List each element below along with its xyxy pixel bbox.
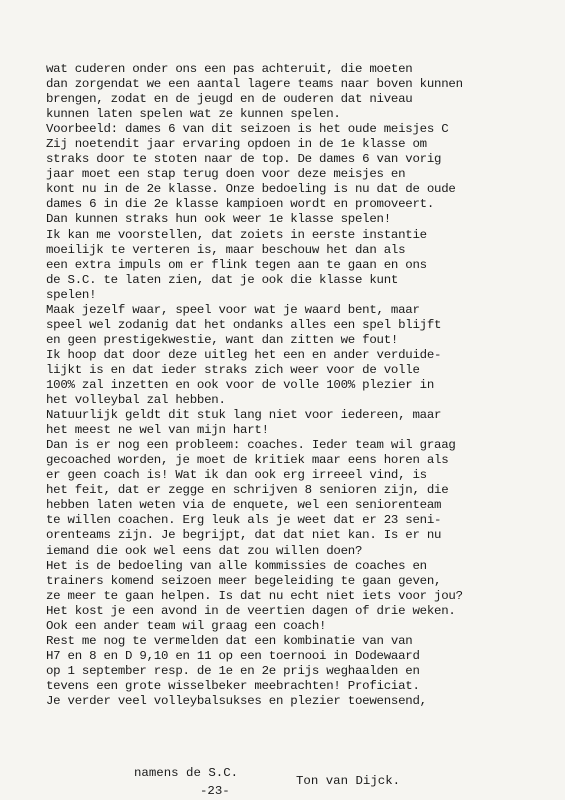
- text-line: Je verder veel volleybalsukses en plezier toewensend,: [46, 693, 427, 708]
- text-line: wat cuderen onder ons een pas achteruit, die moeten: [46, 62, 413, 76]
- text-line: op 1 september resp. de 1e en 2e prijs weghaalden en: [46, 663, 420, 678]
- text-line: het volleybal zal hebben.: [46, 393, 226, 408]
- text-line: het meest ne wel van mijn hart!: [46, 423, 269, 438]
- text-line: Ook een ander team wil graag een coach!: [46, 618, 327, 633]
- text-line: straks door te stoten naar de top. De dames 6 van vorig: [46, 152, 442, 167]
- text-line: lijkt is en dat ieder straks zich weer voor de volle: [46, 362, 420, 377]
- text-line: hebben laten weten via de enquete, wel een seniorenteam: [46, 498, 442, 513]
- text-line: het feit, dat er zegge en schrijven 8 senioren zijn, die: [46, 483, 449, 498]
- text-line: dan zorgendat we een aantal lagere teams naar boven kunnen: [46, 77, 463, 92]
- text-line: H7 en 8 en D 9,10 en 11 op een toernooi in Dodewaard: [46, 648, 420, 663]
- text-line: moeilijk te verteren is, maar beschouw het dan als: [46, 242, 406, 257]
- text-line: en geen prestigekwestie, want dan zitten we fout!: [46, 332, 399, 347]
- text-line: er geen coach is! Wat ik dan ook erg irreeel vind, is: [46, 468, 427, 483]
- text-line: Dan kunnen straks hun ook weer 1e klasse spelen!: [46, 212, 391, 227]
- text-line: jaar moet een stap terug doen voor deze meisjes en: [46, 167, 406, 182]
- text-line: de S.C. te laten zien, dat je ook die klasse kunt: [46, 272, 399, 287]
- text-line: Het is de bedoeling van alle kommissies de coaches en: [46, 558, 427, 573]
- text-line: trainers komend seizoen meer begeleiding te gaan geven,: [46, 573, 442, 588]
- text-line: een extra impuls om er flink tegen aan te gaan en ons: [46, 257, 427, 272]
- text-line: iemand die ook wel eens dat zou willen doen?: [46, 543, 363, 558]
- text-line: dames 6 in die 2e klasse kampioen wordt en promoveert.: [46, 197, 435, 212]
- closing-line: namens de S.C.: [134, 766, 239, 780]
- text-line: Voorbeeld: dames 6 van dit seizoen is het oude meisjes C: [46, 122, 449, 137]
- text-line: orenteams zijn. Je begrijpt, dat dat niet kan. Is er nu: [46, 528, 442, 543]
- text-line: Zij noetendit jaar ervaring opdoen in de 1e klasse om: [46, 137, 427, 152]
- text-line: Natuurlijk geldt dit stuk lang niet voor iedereen, maar: [46, 408, 442, 423]
- author-signature: Ton van Dijck.: [296, 774, 401, 788]
- page-number: -23-: [200, 784, 230, 798]
- text-line: Maak jezelf waar, speel voor wat je waard bent, maar: [46, 302, 420, 317]
- text-line: 100% zal inzetten en ook voor de volle 100% plezier in: [46, 377, 435, 392]
- text-line: tevens een grote wisselbeker meebrachten! Proficiat.: [46, 678, 420, 693]
- text-line: kont nu in de 2e klasse. Onze bedoeling is nu dat de oude: [46, 182, 456, 197]
- text-line: gecoached worden, je moet de kritiek maar eens horen als: [46, 453, 449, 468]
- text-line: kunnen laten spelen wat ze kunnen spelen.: [46, 107, 341, 122]
- text-line: Ik hoop dat door deze uitleg het een en ander verduide-: [46, 347, 442, 362]
- text-line: te willen coachen. Erg leuk als je weet dat er 23 seni-: [46, 513, 442, 528]
- text-line: spelen!: [46, 287, 97, 302]
- text-line: ze meer te gaan helpen. Is dat nu echt niet iets voor jou?: [46, 588, 463, 603]
- text-line: brengen, zodat en de jeugd en de ouderen dat niveau: [46, 92, 413, 107]
- body-text: [46, 62, 546, 709]
- text-line: Dan is er nog een probleem: coaches. Ieder team wil graag: [46, 438, 456, 453]
- text-line: Rest me nog te vermelden dat een kombinatie van van: [46, 633, 413, 648]
- text-line: speel wel zodanig dat het ondanks alles een spel blijft: [46, 317, 442, 332]
- text-line: Ik kan me voorstellen, dat zoiets in eerste instantie: [46, 227, 427, 242]
- text-line: Het kost je een avond in de veertien dagen of drie weken.: [46, 603, 456, 618]
